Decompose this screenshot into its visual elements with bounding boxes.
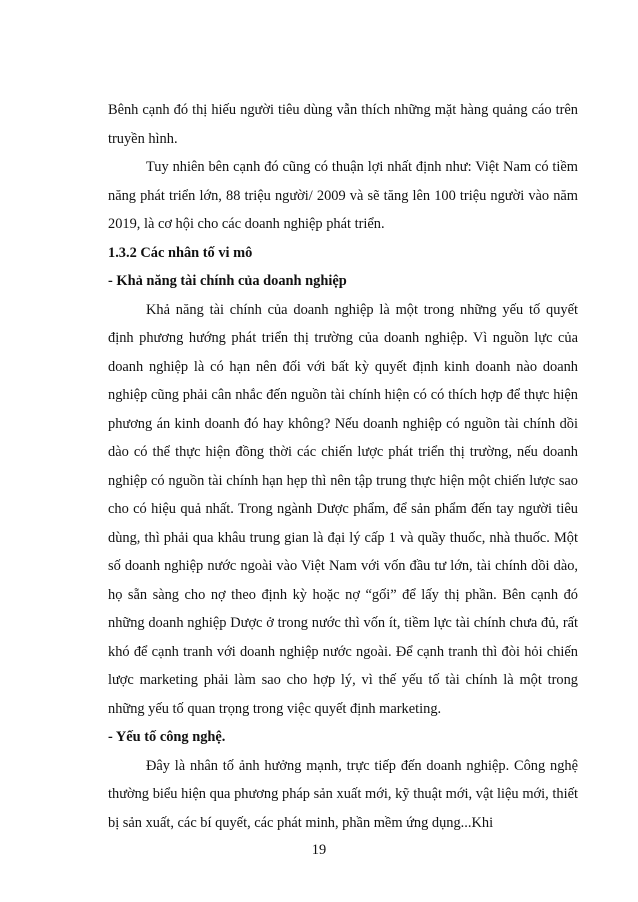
subheading-financial-capacity: - Khả năng tài chính của doanh nghiệp: [108, 273, 347, 289]
paragraph-consumer-taste: Bênh cạnh đó thị hiếu người tiêu dùng vẫn thích những mặt hàng quảng cáo trên truyền hình.: [108, 102, 578, 147]
page-body: [108, 96, 578, 837]
paragraph-financial-capacity: Khả năng tài chính của doanh nghiệp là một trong những yếu tố quyết định phương hướng phát triển thị trường của doanh nghiệp. Vì nguồn lực của doanh nghiệp là có hạn nên đối với bất kỳ quyết định kinh doanh nào doanh nghiệp cũng phải cân nhắc đến nguồn tài chính hiện có có thích hợp để thực hiện phương án kinh doanh đó hay không? Nếu doanh nghiệp có nguồn tài chính dồi dào có thể thực hiện đồng thời các chiến lược phát triển thị trường, nếu doanh nghiệp có nguồn tài chính hạn hẹp thì nên tập trung thực hiện một chiến lược sao cho có hiệu quả nhất. Trong ngành Dược phẩm, để sản phẩm đến tay người tiêu dùng, thì phải qua khâu trung gian là đại lý cấp 1 và quầy thuốc, nhà thuốc. Một số doanh nghiệp nước ngoài vào Việt Nam với vốn đầu tư lớn, tài chính dồi dào, họ sẵn sàng cho nợ theo định kỳ hoặc nợ “gối” để lấy thị phần. Bên cạnh đó những doanh nghiệp Dược ở trong nước thì vốn ít, tiềm lực tài chính chưa đủ, rất khó để cạnh tranh với doanh nghiệp nước ngoài. Để cạnh tranh thì đòi hỏi chiến lược marketing phải làm sao cho hợp lý, vì thế yếu tố tài chính là một trong những yếu tố quan trọng trong việc quyết định marketing.: [108, 301, 578, 717]
paragraph-population-opportunity: Tuy nhiên bên cạnh đó cũng có thuận lợi nhất định như: Việt Nam có tiềm năng phát triển lớn, 88 triệu người/ 2009 và sẽ tăng lên 100 triệu người vào năm 2019, là cơ hội cho các doanh nghiệp phát triển.: [108, 159, 578, 232]
subheading-technology: - Yếu tố công nghệ.: [108, 729, 226, 745]
section-heading-micro-factors: 1.3.2 Các nhân tố vi mô: [108, 244, 253, 261]
paragraph-technology: Đây là nhân tố ảnh hưởng mạnh, trực tiếp đến doanh nghiệp. Công nghệ thường biểu hiện qua phương pháp sản xuất mới, kỹ thuật mới, vật liệu mới, thiết bị sản xuất, các bí quyết, các phát minh, phần mềm ứng dụng...Khi: [108, 757, 578, 831]
page-number: 19: [311, 842, 327, 858]
